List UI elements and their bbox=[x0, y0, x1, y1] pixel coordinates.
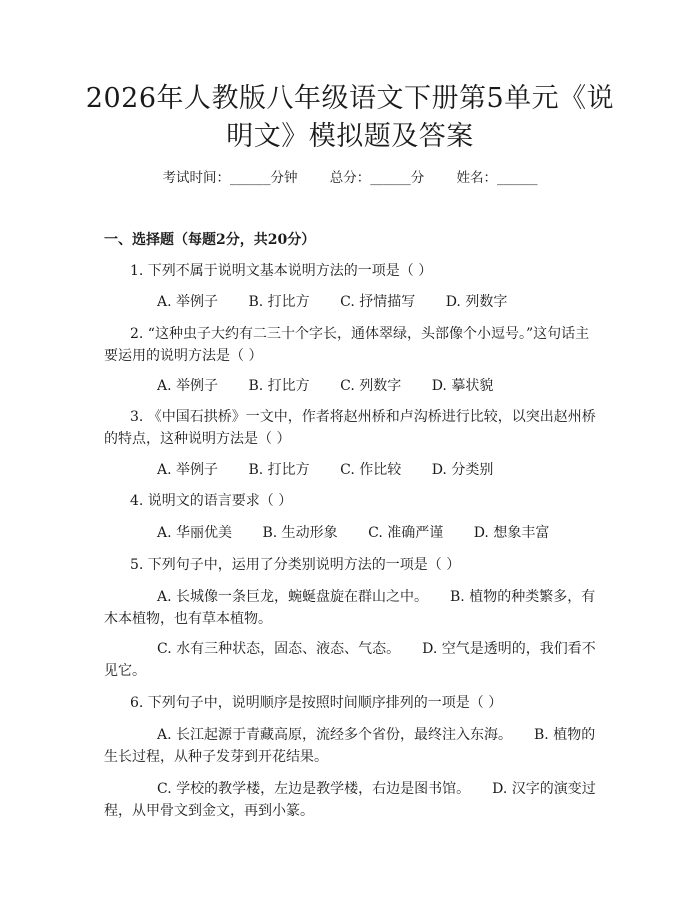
exam-meta bbox=[0, 168, 700, 188]
option-d: D. 分类别 bbox=[431, 462, 494, 478]
option-a: A. 举例子 bbox=[157, 378, 219, 394]
option-a: A. 华丽优美 bbox=[157, 525, 233, 541]
question-4: 4. 说明文的语言要求（ ） bbox=[130, 493, 293, 509]
page-title: 2026年人教版八年级语文下册第5单元《说明文》模拟题及答案 bbox=[85, 83, 615, 152]
option-d: D. 想象丰富 bbox=[473, 525, 550, 541]
option-d: D. 列数字 bbox=[445, 294, 508, 310]
section-heading: 一、选择题（每题2分，共20分） bbox=[104, 232, 316, 248]
option-a: A. 长江起源于青藏高原，流经多个省份，最终注入东海。 bbox=[157, 727, 513, 743]
option-d: D. 汉字的演变过程，从甲骨文到金文，再到小篆。 bbox=[104, 781, 596, 819]
question-1: 1. 下列不属于说明文基本说明方法的一项是（ ） bbox=[130, 263, 433, 279]
question-5-options-cd bbox=[104, 638, 596, 682]
option-d: D. 空气是透明的，我们看不见它。 bbox=[104, 641, 596, 679]
option-c: C. 学校的教学楼，左边是教学楼，右边是图书馆。 bbox=[157, 781, 471, 797]
option-b: B. 打比方 bbox=[248, 294, 310, 310]
question-3-options bbox=[104, 459, 596, 481]
option-a: A. 举例子 bbox=[157, 462, 219, 478]
exam-time: 考试时间：______分钟 bbox=[162, 170, 298, 186]
option-b: B. 打比方 bbox=[248, 462, 310, 478]
question-6-options-cd bbox=[104, 778, 596, 822]
student-name: 姓名：______ bbox=[456, 170, 538, 186]
question-5: 5. 下列句子中，运用了分类别说明方法的一项是（ ） bbox=[130, 557, 461, 573]
option-b: B. 打比方 bbox=[248, 378, 310, 394]
option-c: C. 列数字 bbox=[340, 378, 402, 394]
option-c: C. 抒情描写 bbox=[340, 294, 416, 310]
option-b: B. 生动形象 bbox=[262, 525, 338, 541]
option-a: A. 长城像一条巨龙，蜿蜒盘旋在群山之中。 bbox=[157, 589, 429, 605]
option-c: C. 作比较 bbox=[340, 462, 402, 478]
question-1-options bbox=[104, 291, 596, 313]
question-6: 6. 下列句子中，说明顺序是按照时间顺序排列的一项是（ ） bbox=[130, 695, 503, 711]
option-a: A. 举例子 bbox=[157, 294, 219, 310]
question-3: 3. 《中国石拱桥》一文中，作者将赵州桥和卢沟桥进行比较，以突出赵州桥的特点，这种说明方法是（ ） bbox=[104, 409, 596, 447]
option-b: B. 植物的生长过程，从种子发芽到开花结果。 bbox=[104, 727, 596, 765]
option-c: C. 水有三种状态，固态、液态、气态。 bbox=[157, 641, 401, 657]
question-4-options bbox=[104, 522, 596, 544]
option-d: D. 摹状貌 bbox=[431, 378, 494, 394]
question-5-options-ab bbox=[104, 586, 596, 630]
question-6-options-ab bbox=[104, 724, 596, 768]
question-2-options bbox=[104, 375, 596, 397]
question-2: 2. “这种虫子大约有二三十个字长，通体翠绿，头部像个小逗号。”这句话主要运用的说明方法是（ ） bbox=[104, 326, 590, 364]
total-score: 总分：______分 bbox=[329, 170, 425, 186]
option-b: B. 植物的种类繁多，有木本植物，也有草本植物。 bbox=[104, 589, 596, 627]
option-c: C. 准确严谨 bbox=[368, 525, 444, 541]
